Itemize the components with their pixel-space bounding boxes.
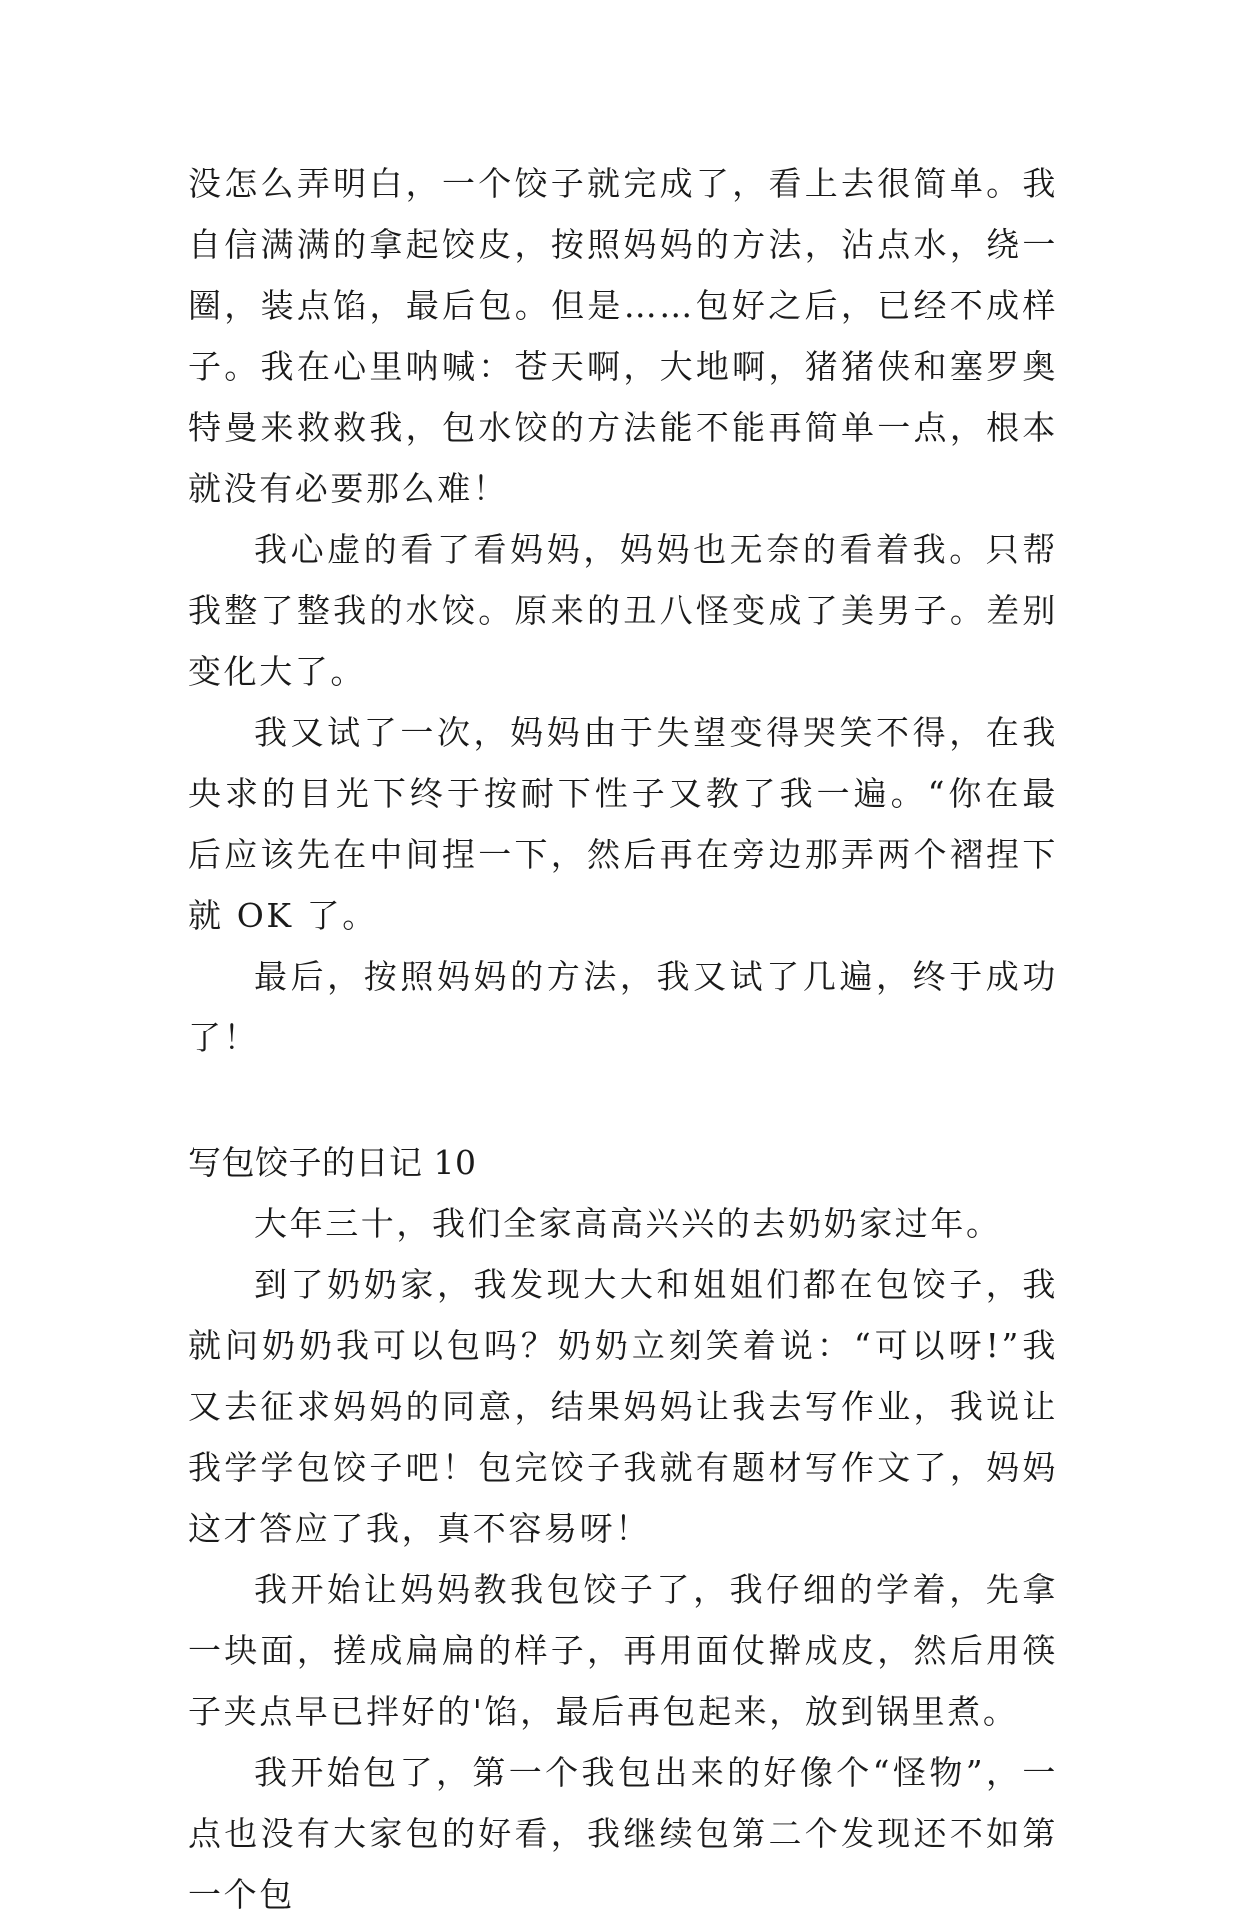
paragraph: 我心虚的看了看妈妈，妈妈也无奈的看着我。只帮我整了整我的水饺。原来的丑八怪变成了美男子。差别变化大了。 — [188, 530, 1058, 691]
document-page — [188, 153, 1058, 1925]
section-heading: 写包饺子的日记 10 — [188, 1143, 477, 1182]
paragraph: 我又试了一次，妈妈由于失望变得哭笑不得，在我央求的目光下终于按耐下性子又教了我一遍。“你在最后应该先在中间捏一下，然后再在旁边那弄两个褶捏下就 OK 了。 — [188, 713, 1058, 935]
paragraph: 最后，按照妈妈的方法，我又试了几遍，终于成功了！ — [188, 957, 1058, 1057]
paragraph: 我开始包了，第一个我包出来的好像个“怪物”，一点也没有大家包的好看，我继续包第二个发现还不如第一个包 — [188, 1753, 1058, 1914]
paragraph: 大年三十，我们全家高高兴兴的去奶奶家过年。 — [254, 1204, 1002, 1243]
paragraph: 到了奶奶家，我发现大大和姐姐们都在包饺子，我就问奶奶我可以包吗？奶奶立刻笑着说：“可以呀!”我又去征求妈妈的同意，结果妈妈让我去写作业，我说让我学学包饺子吧！包完饺子我就有题材写作文了，妈妈这才答应了我，真不容易呀！ — [188, 1265, 1058, 1548]
paragraph: 我开始让妈妈教我包饺子了，我仔细的学着，先拿一块面，搓成扁扁的样子，再用面仗擀成皮，然后用筷子夹点早已拌好的'馅，最后再包起来，放到锅里煮。 — [188, 1570, 1058, 1731]
paragraph-continued: 没怎么弄明白，一个饺子就完成了，看上去很简单。我自信满满的拿起饺皮，按照妈妈的方法，沾点水，绕一圈，装点馅，最后包。但是……包好之后，已经不成样子。我在心里呐喊：苍天啊，大地啊，猪猪侠和塞罗奥特曼来救救我，包水饺的方法能不能再简单一点，根本就没有必要那么难！ — [188, 164, 1058, 508]
